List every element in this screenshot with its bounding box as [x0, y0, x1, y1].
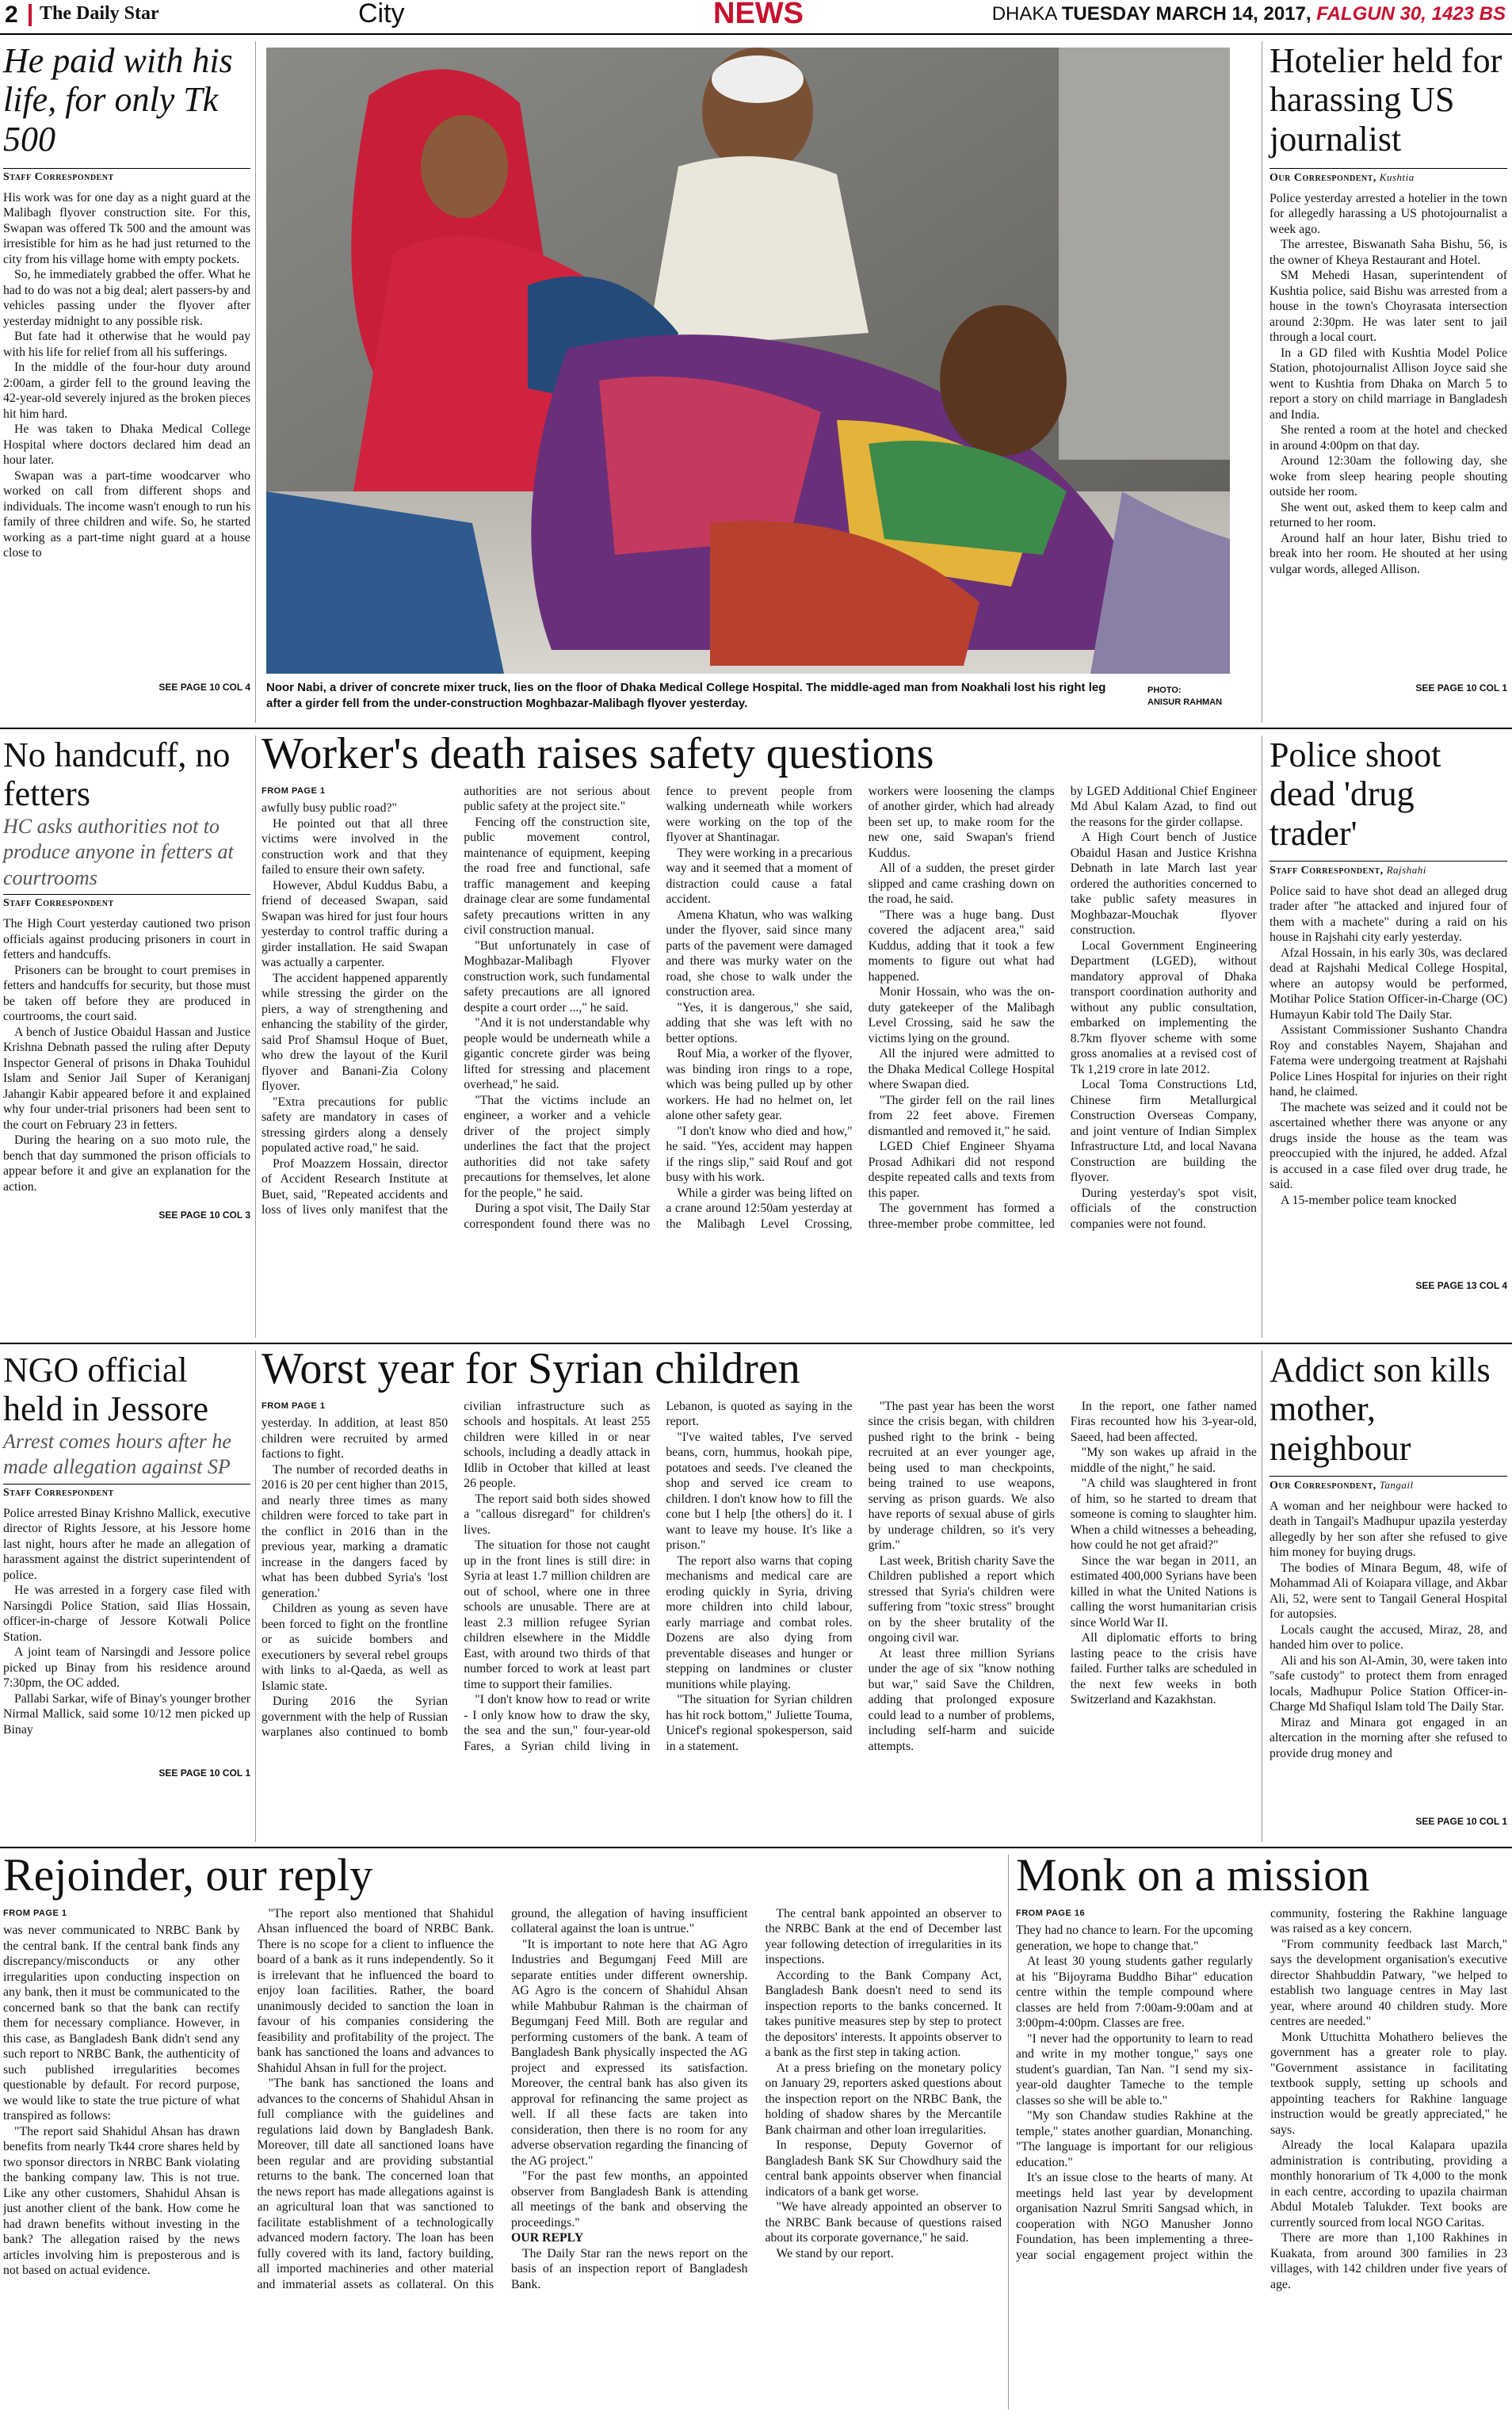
paragraph: According to the Bank Company Act, Bangladesh Bank doesn't need to send its inspection reports to the banks concerned. It takes punitive measures step by step to protect the depositors' interests. It appoints observer to a bank as the first step in taking action.	[765, 1968, 1002, 2060]
headline: Police shoot dead 'drug trader'	[1270, 736, 1441, 853]
photo-credit	[1147, 685, 1222, 709]
paragraph: Children as young as seven have been forced to fight on the frontline or as suicide bombers and executioners by several rebel groups with links to al-Qaeda, as well as Islamic state.	[262, 1602, 449, 1693]
paragraph: During 2016 the Syrian government with the help of Russian warplanes also continued to bomb civilian infrastructure such as schools and hospitals. At least 255 children were killed in or near schools, including a deadly attack in Idlib in October that killed at least 26 people.	[262, 1399, 651, 1740]
paragraph: At least three million Syrians under the age of six "know nothing but war," said Save the Children, adding that prolonged exposure could lead to a number of problems, including self-harm and suicide attempts.	[868, 1646, 1055, 1753]
paragraph: She rented a room at the hotel and checked in around 4:00pm on that day.	[1270, 423, 1507, 453]
paragraph: "But unfortunately in case of Moghbazar-Malibagh Flyover construction work, such fundamental safety precautions are all ignored despite a court order ...," he said.	[464, 938, 651, 1015]
paragraph: He was arrested in a forgery case filed with Narsingdi Police Station, said Ilias Hossain, officer-in-charge of Jessore Kotwali Police Station.	[3, 1584, 250, 1644]
paragraph: "I don't know how to read or write - I only know how to draw the sky, the sea and the sun," four-year-old Fares, a Syrian child living in Lebanon, is quoted as saying in the report.	[464, 1399, 853, 1753]
paragraph: They were working in a precarious way and it seemed that a moment of distraction could cause a fatal accident.	[666, 846, 853, 907]
byline	[1270, 168, 1507, 185]
paragraph: SM Mehedi Hasan, superintendent of Kushtia police, said Bishu was arrested from a house in the town's Choyrasata intersection around 2:30pm. He was later sent to jail through a local court.	[1270, 269, 1507, 345]
headline: Worker's death raises safety questions	[262, 729, 934, 778]
paragraph: "I never had the opportunity to learn to read and write in my mother tongue," says one student's guardian, Tan Nan. "I send my six-year-old daughter Tameche to the temple classes so she will be able to."	[1016, 2031, 1253, 2107]
paragraph: They had no chance to learn. For the upcoming generation, we hope to change that."	[1016, 1924, 1253, 1953]
story-body	[3, 1506, 250, 1767]
paragraph: Prisoners can be brought to court premises in fetters and handcuffs for security, but those must be taken off before they are produced in courtrooms, the court said.	[3, 963, 250, 1024]
photo-credit-label: PHOTO:	[1147, 686, 1182, 695]
continuation: SEE PAGE 10 COL 4	[158, 681, 250, 693]
column-rule	[255, 1351, 256, 1842]
story-body	[3, 190, 250, 682]
paragraph: A 15-member police team knocked	[1281, 1193, 1457, 1207]
paragraph: The High Court yesterday cautioned two prison officials against producing prisoners in court in fetters and handcuffs.	[3, 917, 250, 962]
section-label: City	[358, 0, 405, 29]
story-syria	[262, 1344, 1257, 1833]
paragraph: Pallabi Sarkar, wife of Binay's younger brother Nirmal Mallick, said some 10/12 men picked up Binay	[3, 1691, 250, 1737]
paragraph: Monir Hossain, who was the on-duty gatekeeper of the Malibagh Level Crossing, said he saw the victims lying on the ground.	[868, 985, 1055, 1045]
column-rule	[255, 736, 256, 1338]
paragraph: Amena Khatun, who was walking under the flyover, said since many parts of the pavement were damaged and there was murky water on the road, she chose to walk under the construction area.	[666, 908, 853, 999]
photo-credit-name: ANISUR RAHMAN	[1147, 697, 1223, 707]
paragraph: "Extra precautions for public safety are mandatory in cases of stressing girders along a densely populated active road," he said.	[262, 1095, 449, 1156]
headline: Worst year for Syrian children	[262, 1344, 800, 1393]
paragraph: OUR REPLY	[511, 2231, 584, 2245]
paragraph: "It is important to note here that AG Agro Industries and Begumganj Feed Mill are separate entities under different ownership. AG Agro is the concern of Shahidul Ahsan while Mahbubur Rahman is the chairman of Begumganj Feed Mill. Both are regular and performing customers of the bank. A team of Bangladesh Bank physically inspected the AG project and expressed its satisfaction. Moreover, the central bank has also given its approval for refinancing the same project as well. If all these facts are taken into consideration, then there is no room for any adverse observation regarding the financing of the AG project."	[511, 1937, 748, 2168]
paragraph: We stand by our report.	[776, 2246, 894, 2260]
byline: Staff Correspondent	[3, 894, 250, 910]
paragraph: Rouf Mia, a worker of the flyover, was binding iron rings to a rope, which was being pulled up by other workers. He had no helmet on, let alone other safety gear.	[666, 1047, 853, 1123]
paragraph: "My son wakes up afraid in the middle of the night," he said.	[1070, 1446, 1257, 1475]
byline	[1270, 1476, 1507, 1492]
continuation: SEE PAGE 10 COL 1	[1415, 682, 1507, 694]
paragraph: "The bank has sanctioned the loans and advances to the concerns of Shahidul Ahsan in full compliance with the guidelines and regulations laid down by Bangladesh Bank. Moreover, till date all sanctioned loans have been regular and are providing substantial returns to the bank. The concerned loan that the news report has made allegations against is an agricultural loan that was sanctioned to facilitate establishment of a technologically advanced modern factory. The loan has been fully covered with its land, factory building, all imported machineries and other material and immaterial assets as collateral. On this ground, the allegation of having insufficient collateral against the loan is untrue."	[257, 1906, 748, 2291]
photo-caption: Noor Nabi, a driver of concrete mixer truck, lies on the floor of Dhaka Medical College Hospital. The middle-aged man from Noakhali lost his right leg after a girder fell from the under-construction Moghbazar-Malibagh flyover yesterday.	[266, 681, 1106, 710]
hospital-floor-photo	[266, 48, 1230, 674]
continuation: SEE PAGE 10 COL 1	[158, 1767, 250, 1779]
paragraph: During the hearing on a suo moto rule, the bench that day summoned the prison officials to appear before it and give an explanation for the action.	[3, 1133, 250, 1194]
from-page: FROM PAGE 1	[262, 1400, 326, 1411]
paragraph: Locals caught the accused, Miraz, 28, and handed him over to police.	[1270, 1622, 1507, 1653]
paragraph: While a girder was being lifted on a crane around 12:50am yesterday at the Malibagh Level Crossing, workers were loosening the clamps of another girder, which had already been set up, to make room for the new one, said Swapan's friend Kuddus.	[666, 784, 1055, 1231]
story-rejoinder	[3, 1850, 1002, 2405]
paragraph: All of a sudden, the preset girder slipped and came crashing down on the road, he said.	[868, 862, 1055, 907]
byline-name: Our Correspondent,	[1270, 171, 1376, 184]
story-monk	[1016, 1850, 1507, 2405]
paragraph: The accident happened apparently while stressing the girder on the piers, a way of strengthening and enhancing the stability of the girder, said Prof Shamsul Hoque of Buet, who drew the layout of the Kuril flyover and Banani-Zia Colony flyover.	[262, 971, 449, 1094]
paragraph: All the injured were admitted to the Dhaka Medical College Hospital where Swapan died.	[868, 1047, 1055, 1092]
paragraph: At least 30 young students gather regularly at his "Bijoyrama Buddho Bihar" education centre within the temple compound where classes are held from 7:00am-9:00am and at 3:00pm-4:00pm. Classes are free.	[1016, 1955, 1253, 2031]
byline-place: Rajshahi	[1386, 863, 1426, 876]
story-body	[1270, 884, 1507, 1280]
paragraph: The report said both sides showed a "callous disregard" for children's lives.	[464, 1492, 651, 1537]
paragraph: Around 12:30am the following day, she woke from sleep hearing people shouting outside her room.	[1270, 454, 1507, 499]
paragraph: Police said to have shot dead an alleged drug trader after "he attacked and injured four of them with a machete" during a raid on his house in Rajshahi city early yesterday.	[1270, 884, 1507, 945]
paragraph: was never communicated to NRBC Bank by the central bank. If the central bank finds any discrepancy/misconducts or any other irregularities upon conducting inspection on any bank, then it must be communicated to the concerned bank so that the bank can rectify them for necessary compliance. However, in this case, as Bangladesh Bank didn't send any such report to NRBC Bank, the authenticity of such published irregularities becomes questionable by default. For record purpose, we would like to state the true picture of what transpired as follows:	[3, 1924, 240, 2123]
headline: NGO official held in Jessore	[3, 1351, 209, 1429]
headline: Hotelier held for harassing US journalist	[1270, 41, 1502, 159]
byline-place: Kushtia	[1379, 170, 1415, 183]
paragraph: "There was a huge bang. Dust covered the adjacent area," said Kuddus, adding that it took a few moments to figure out what had happened.	[868, 908, 1055, 984]
paragraph: "The girder fell on the rail lines from 22 feet above. Firemen dismantled and removed it," he said.	[868, 1093, 1055, 1138]
story-paragraphs	[262, 1399, 1257, 1755]
paragraph: Police yesterday arrested a hotelier in the town for allegedly harassing a US photojournalist a week ago.	[1270, 191, 1507, 236]
headline: Rejoinder, our reply	[3, 1849, 373, 1901]
paragraph: His work was for one day as a night guard at the Malibagh flyover construction site. For this, Swapan was offered Tk 500 and the amount was irresistible for him as he had just returned to the city from his village home with empty pockets.	[3, 190, 250, 266]
paragraph: During yesterday's spot visit, officials of the construction companies were not found.	[1070, 1186, 1257, 1231]
paragraph: But fate had it otherwise that he would pay with his life for relief from all his sufferings.	[3, 330, 250, 359]
paragraph: The bodies of Minara Begum, 48, wife of Mohammad Ali of Koiapara village, and Akbar Ali, 52, were sent to Tangail General Hospital for autopsies.	[1270, 1561, 1507, 1622]
paragraph: The machete was seized and it could not be ascertained whether there was anyone or any drugs inside the house as the team was preoccupied with the injured, he added. Afzal is accused in a case filed over drug trade, he said.	[1270, 1100, 1507, 1192]
story-paid-life	[3, 41, 250, 693]
paragraph: Since the war began in 2011, an estimated 400,000 Syrians have been killed in what the United Nations is calling the worst humanitarian crisis since World War II.	[1070, 1553, 1257, 1630]
paragraph: "From community feedback last March," says the development organisation's executive director Shahbuddin Patwary, "we helped to establish two language centres in May last year, where around 40 children study. More centres are needed."	[1270, 1937, 1507, 2029]
paragraph: He pointed out that all three victims were involved in the construction work and that they failed to ensure their own safety.	[262, 816, 449, 877]
from-page: FROM PAGE 1	[3, 1908, 67, 1918]
story-body	[262, 1399, 1257, 1833]
paragraph: "The report said Shahidul Ahsan has drawn benefits from nearly Tk44 crore shares held by two sponsor directors in NRBC Bank violating the banking company law. This is not true. Like any other customers, Shahidul Ahsan is just another client of the bank. How come he had drawn benefits without investing in the bank? The allegation raised by the news articles involving him is preposterous and is not based on actual evidence.	[3, 2124, 240, 2278]
story-paragraphs	[1016, 1906, 1507, 2293]
story-paragraphs	[3, 1906, 1002, 2293]
headline: Addict son kills mother, neighbour	[1270, 1351, 1491, 1468]
paragraph: At a press briefing on the monetary policy on January 29, reporters asked questions about the inspection report on the NRBC Bank, the holding of shadow shares by the Mercantile Bank chairman and other loan irregularities.	[765, 2061, 1002, 2137]
dateline-city: DHAKA	[991, 3, 1057, 25]
headline: No handcuff, no fetters	[3, 736, 231, 814]
paragraph: A joint team of Narsingdi and Jessore police picked up Binay from his residence around 7:30pm, the OC added.	[3, 1645, 250, 1691]
story-body	[1016, 1906, 1507, 2405]
headline: He paid with his life, for only Tk 500	[3, 41, 233, 159]
paragraph: Already the local Kalapara upazila administration is contributing, providing a monthly honorarium of Tk 4,000 to the monk in each centre, according to upazila chairman Abdul Motaleb Talukder. Text books are currently sourced from local NGO Caritas.	[1270, 2138, 1507, 2230]
paragraph: "The report also mentioned that Shahidul Ahsan influenced the board of NRBC Bank. There is no scope for a client to influence the board of a bank as it runs independently. So it is irrelevant that he influenced the board to enjoy loan facilities. Rather, the board unanimously decided to sanction the loan in favour of his companies considering the feasibility and profitability of the project. The bank has sanctioned the loans and advances to Shahidul Ahsan in full for the project.	[257, 1906, 494, 2075]
paragraph: She went out, asked them to keep calm and returned to her room.	[1270, 500, 1507, 530]
paragraph: Swapan was a part-time woodcarver who worked on call from different shops and individuals. The income wasn't enough to run his family of three children and wife. So, he started working as a part-time night guard at a house close to	[3, 468, 250, 560]
continuation: SEE PAGE 10 COL 1	[1415, 1815, 1507, 1827]
paragraph: In a GD filed with Kushtia Model Police Station, photojournalist Allison Joyce said she went to Kushtia from Dhaka on March 5 to report a story on child marriage in Bangladesh and India.	[1270, 346, 1507, 422]
paragraph: Last week, British charity Save the Children published a report which stressed that Syria's children were suffering from "toxic stress" brought on by the sheer brutality of the ongoing civil war.	[868, 1553, 1055, 1645]
story-dek: HC asks authorities not to produce anyone in fetters at courtrooms	[3, 814, 234, 889]
continuation: SEE PAGE 13 COL 4	[1415, 1279, 1507, 1291]
paragraph: So, he immediately grabbed the offer. What he had to do was not a big deal; alert passers-by and vehicles passing under the flyover after yesterday midnight to any possible risk.	[3, 268, 250, 328]
paragraph: He was taken to Dhaka Medical College Hospital where doctors declared him dead an hour later.	[3, 422, 250, 468]
column-rule	[1008, 1855, 1009, 2409]
paragraph: Assistant Commissioner Sushanto Chandra Roy and constables Nayem, Shajahan and Fatema were undergoing treatment at Rajshahi Police Lines Hospital for injuries on their right hand, he claimed.	[1270, 1023, 1507, 1099]
paragraph: "A child was slaughtered in front of him, so he started to dream that someone is coming to slaughter him. When a child witnesses a beheading, how could he not get afraid?"	[1070, 1477, 1257, 1553]
paragraph: The government has formed a three-member probe committee, led by LGED Additional Chief Engineer Md Abul Kalam Azad, to find out the reasons for the girder collapse.	[868, 784, 1257, 1231]
byline-place: Tangail	[1379, 1478, 1414, 1491]
masthead	[0, 0, 1512, 35]
dateline	[992, 3, 1506, 25]
paragraph: Local Government Engineering Department (LGED), without mandatory approval of Dhaka transport coordination authority and without any public consultation, embarked on implementing the 8.7km flyover scheme with some gross anomalies at a revised cost of Tk 1,219 crore in late 2012.	[1070, 938, 1257, 1076]
dateline-day: TUESDAY MARCH 14, 2017,	[1061, 3, 1312, 25]
paragraph: "I don't know who died and how," he said. "Yes, accident may happen if the rings slip," said Rouf and got busy with his work.	[666, 1124, 853, 1185]
section-tag: NEWS	[713, 0, 804, 30]
paragraph: All diplomatic efforts to bring lasting peace to the crisis have failed. Further talks are scheduled in the next few weeks in both Switzerland and Kazakhstan.	[1070, 1631, 1257, 1707]
story-dek: Arrest comes hours after he made allegation against SP	[3, 1429, 231, 1479]
paragraph: Monk Uttuchitta Mohathero believes the government has a greater role to play. "Government assistance in facilitating textbook supply, setting up schools and appointing teachers for Rakhine language instruction would be greatly appreciated," he says.	[1270, 2030, 1507, 2137]
story-body	[3, 916, 250, 1209]
byline	[1270, 861, 1507, 877]
paragraph: The central bank appointed an observer to the NRBC Bank at the end of December last year following detection of irregularities in its inspections.	[765, 1906, 1002, 1967]
paragraph: LGED Chief Engineer Shyama Prosad Adhikari did not respond despite repeated calls and texts from this paper.	[868, 1140, 1055, 1200]
dateline-bangla: FALGUN 30, 1423 BS	[1316, 3, 1506, 25]
paragraph: "My son Chandaw studies Rakhine at the temple," states another guardian, Monanching. "The language is important for our religious education."	[1016, 2109, 1253, 2169]
paragraph: "For the past few months, an appointed observer from Bangladesh Bank is attending all meetings of the bank and observing the proceedings."	[511, 2169, 748, 2230]
story-handcuff	[3, 736, 250, 1221]
paragraph: However, Abdul Kuddus Babu, a friend of deceased Swapan, said Swapan was hired for just four hours yesterday to control traffic during a girder installation. He said Swapan was actually a carpenter.	[262, 878, 449, 970]
paragraph: In the middle of the four-hour duty around 2:00am, a girder fell to the ground leaving the 42-year-old severely injured as the broken pieces hit him hard.	[3, 361, 250, 421]
story-safety	[262, 729, 1257, 1331]
from-page: FROM PAGE 1	[262, 785, 326, 796]
story-addict	[1270, 1351, 1507, 1827]
paragraph: Around half an hour later, Bishu tried to break into her room. He shouted at her using vulgar words, alleged Allison.	[1270, 531, 1507, 576]
paper-name: The Daily Star	[40, 3, 159, 24]
paragraph: A bench of Justice Obaidul Hassan and Justice Krishna Debnath passed the ruling after Deputy Inspector General of prisons in Dhaka Touhidul Islam and Senior Jail Super of Keraniganj Jahangir Kabir appeared before it and explained why four under-trial prisoners had been sent to the court on February 23 in fetters.	[3, 1025, 250, 1132]
story-hotelier	[1270, 41, 1507, 694]
story-body	[1270, 1499, 1507, 1816]
paragraph: awfully busy public road?"	[262, 801, 397, 816]
paragraph: During a spot visit, The Daily Star correspondent found there was no fence to prevent people from walking underneath while workers were working on the top of the flyover at Shantinagar.	[464, 784, 853, 1231]
byline: Staff Correspondent	[3, 168, 250, 184]
paragraph: It's an issue close to the hearts of many. At meetings held last year by development organisation Nazrul Smriti Sangsad which, in cooperation with NGO Manusher Jonno Foundation, has been implementing a three-year social engagement project within the community, fostering the Rakhine language was raised as a key concern.	[1016, 1906, 1507, 2262]
story-body	[1270, 191, 1507, 682]
paragraph: yesterday. In addition, at least 850 children were recruited by armed factions to fight.	[262, 1416, 449, 1462]
paragraph: Afzal Hossain, in his early 30s, was declared dead at Rajshahi Medical College Hospital, where an autopsy would be performed, Motihar Police Station Officer-in-Charge (OC) Humayun Kabir told The Daily Star.	[1270, 946, 1507, 1022]
paragraph: Local Toma Constructions Ltd, Chinese firm Metallurgical Construction Overseas Company, and joint venture of Indian Simplex Infrastructure Ltd, and local Navana Construction are building the flyover.	[1070, 1078, 1257, 1185]
paragraph: Police arrested Binay Krishno Mallick, executive director of Rights Jessore, at his Jessore home last night, hours after he made an allegation of harassment against the district superintendent of police.	[3, 1506, 250, 1582]
paragraph: The Daily Star ran the news report on the basis of an inspection report of Bangladesh Bank.	[511, 2246, 748, 2291]
paragraph: In response, Deputy Governor of Bangladesh Bank SK Sur Chowdhury said the central bank appoints observer when financial indicators of a bank get worse.	[765, 2138, 1002, 2199]
paragraph: "We have already appointed an observer to the NRBC Bank because of questions raised about its corporate governance," he said.	[765, 2200, 1002, 2245]
news-photo	[266, 48, 1230, 674]
paragraph: "And it is not understandable why people would be underneath while a gigantic concrete girder was being lifted for stressing and placement overhead," he said.	[464, 1016, 651, 1092]
story-police-shoot	[1270, 736, 1507, 1291]
continuation: SEE PAGE 10 COL 3	[158, 1209, 250, 1221]
story-body	[262, 784, 1257, 1331]
paragraph: Fencing off the construction site, public movement control, maintenance of equipment, keeping the road free and functional, safe traffic management and keeping drainage clear are some fundamental safety precautions written in any civil construction manual.	[464, 815, 651, 938]
paragraph: Ali and his son Al-Amin, 30, were taken into "safe custody" to protect them from enraged locals, Madhupur Police Station Officer-in-Charge Md Shafiqul Islam told The Daily Star.	[1270, 1653, 1507, 1714]
paragraph: The report also warns that coping mechanisms and medical care are eroding quickly in Syria, driving more children into child labour, early marriage and combat roles. Dozens are also dying from preventable diseases and hunger or stepping on landmines or cluster munitions while playing.	[666, 1553, 853, 1691]
column-rule	[255, 41, 256, 723]
page-number-divider	[29, 4, 32, 26]
paragraph: The situation for those not caught up in the front lines is still dire: in Syria at least 1.7 million children are out of school, where one in three schools are unusable. There are at least 2.3 million refugee Syrian children elsewhere in the Middle East, with around two thirds of that number forced to work at least part time to support their families.	[464, 1538, 651, 1691]
paragraph: "The situation for Syrian children has hit rock bottom," Juliette Touma, Unicef's regional spokesperson, said in a statement.	[666, 1693, 853, 1753]
paragraph: A woman and her neighbour were hacked to death in Tangail's Madhupur upazila yesterday allegedly by her son after she refused to give him money for buying drugs.	[1270, 1499, 1507, 1560]
paragraph: In the report, one father named Firas recounted how his 3-year-old, Saeed, had been affected.	[1070, 1399, 1257, 1444]
paragraph: The number of recorded deaths in 2016 is 20 per cent higher than 2015, and nearly three times as many children were forced to take part in the conflict in 2016 than in the previous year, marking a dramatic increase in the dangers faced by what has been dubbed Syria's 'lost generation.'	[262, 1462, 449, 1600]
story-ngo	[3, 1351, 250, 1779]
paragraph: "The past year has been the worst since the crisis began, with children pushed right to the brink - being recruited at an ever younger age, being used to man checkpoints, being trained to use weapons, serving as prison guards. We also have reports of sexual abuse of girls by underage children, so it's very grim."	[868, 1399, 1055, 1553]
byline-name: Our Correspondent,	[1270, 1479, 1376, 1492]
paragraph: Miraz and Minara got engaged in an altercation in the morning after she refused to provide drug money and	[1270, 1715, 1507, 1760]
byline-name: Staff Correspondent,	[1270, 864, 1384, 877]
paragraph: Prof Moazzem Hossain, director of Accident Research Institute at Buet, said, "Repeated accidents and loss of lives only manifest that the authorities are not serious about public safety at the project site."	[262, 784, 651, 1217]
paragraph: "Yes, it is dangerous," she said, adding that she was left with no better options.	[666, 1000, 853, 1045]
from-page: FROM PAGE 16	[1016, 1908, 1086, 1918]
section-rule	[0, 1847, 1512, 1848]
page-number: 2	[5, 2, 18, 28]
paragraph: The arrestee, Biswanath Saha Bishu, 56, is the owner of Kheya Restaurant and Hotel.	[1270, 238, 1507, 267]
paragraph: "That the victims include an engineer, a worker and a vehicle driver of the project simply underlines the fact that the project authorities did not take safety precautions for themselves, let alone for the people," he said.	[464, 1093, 651, 1200]
paragraph: A High Court bench of Justice Obaidul Hasan and Justice Krishna Debnath in late March last year ordered the authorities concerned to take public safety measures in Moghbazar-Mouchak flyover construction.	[1070, 831, 1257, 938]
paragraph: There are more than 1,100 Rakhines in Kuakata, from around 300 families in 23 villages, with 142 children under five years of age.	[1270, 2231, 1507, 2291]
byline: Staff Correspondent	[3, 1484, 250, 1500]
paragraph: "I've waited tables, I've served beans, corn, hummus, hookah pipe, potatoes and seeds. I've cleaned the shop and served ice cream to children. I don't know how to fill the cone but I help [the others] do it. I want to leave my house. It's like a prison."	[666, 1430, 853, 1553]
headline: Monk on a mission	[1016, 1849, 1370, 1901]
story-paragraphs	[262, 784, 1257, 1232]
story-body	[3, 1906, 1002, 2405]
